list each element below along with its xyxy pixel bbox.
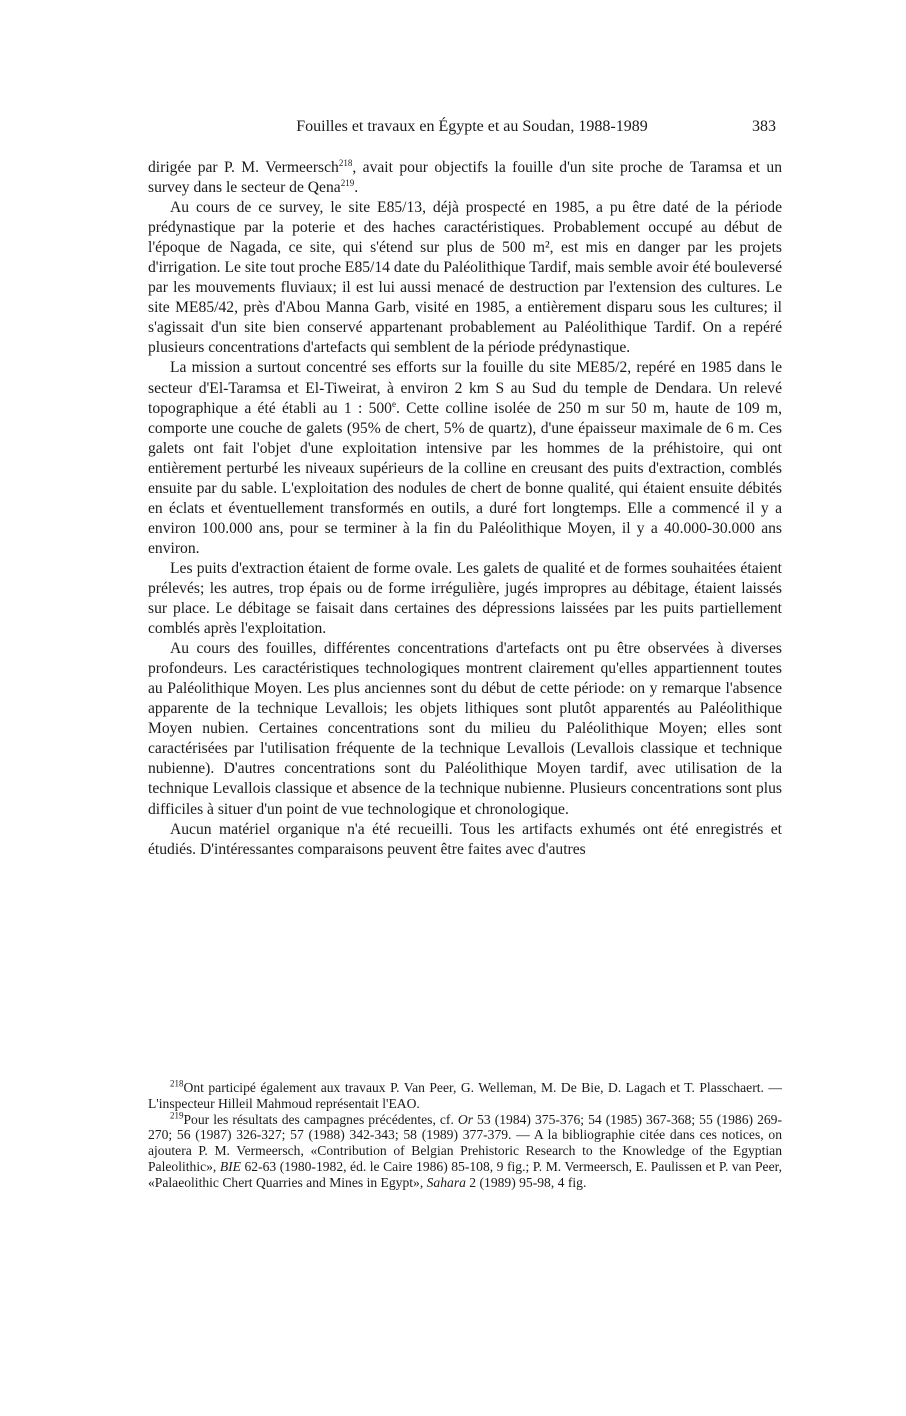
text-run: dirigée par P. M. Vermeersch xyxy=(148,159,339,176)
footnote-marker: 219 xyxy=(340,177,355,188)
footnote-marker: 218 xyxy=(170,1078,184,1089)
paragraph xyxy=(148,198,782,358)
italic-text: Sahara xyxy=(426,1174,466,1190)
text-run: Les puits d'extraction étaient de forme ovale. Les galets de qualité et de formes souhaitées étaient prélevés; les autres, trop épais ou de forme irrégulière, jugés impropres au débitage, étaient laissés sur place. Le débitage se faisait dans certaines des dépressions laissées par les puits partiellement comblés après l'exploitation. xyxy=(148,559,782,638)
paragraph xyxy=(148,158,782,198)
footnote-marker: 219 xyxy=(170,1110,184,1121)
footnote xyxy=(148,1080,782,1112)
text-run: . xyxy=(354,179,359,197)
footnote xyxy=(148,1112,782,1191)
italic-text: Or xyxy=(457,1111,474,1127)
text-run: 53 (1984) 375-376; 54 (1985) 367-368; 55 (1986) 269-270; 56 (1987) 326-327; 57 (1988) 342-343; 58 (1989) 377-379. — A la bibliographie citée dans ces notices, on ajoutera P. M. Vermeersch, «Contribution of Belgian Prehistoric Research to the Knowledge of the Egyptian Paleolithic», xyxy=(148,1111,782,1174)
text-run: 62-63 (1980-1982, éd. le Caire 1986) 85-108, 9 fig.; P. M. Vermeersch, E. Paulissen et P. van Peer, «Palaeolithic Chert Quarries and Mines in Egypt», xyxy=(148,1158,782,1190)
text-run: La mission a surtout concentré ses efforts sur la fouille du site ME85/2, repéré en 1985 dans le secteur d'El-Taramsa et El-Tiweirat, à environ 2 km S au Sud du temple de Dendara. Un relevé topographique a été établi au 1 : 500 xyxy=(148,359,782,417)
footnote-marker: e xyxy=(391,398,396,409)
text-run: Au cours des fouilles, différentes concentrations d'artefacts ont pu être observées à diverses profondeurs. Les caractéristiques technologiques montrent clairement qu'elles appartiennent toutes au Paléolithique Moyen. Les plus anciennes sont du début de cette période: on y remarque l'absence apparente de la technique Levallois; les objets lithiques sont plutôt apparentés au Paléolithique Moyen nubien. Certaines concentrations sont du milieu du Paléolithique Moyen; elles sont caractérisées par l'utilisation fréquente de la technique Levallois (Levallois classique et technique nubienne). D'autres concentrations sont du Paléolithique Moyen tardif, avec utilisation de la technique Levallois classique et absence de la technique nubienne. Plusieurs concentrations sont plus difficiles à situer d'un point de vue technologique et chronologique. xyxy=(148,640,782,818)
text-run: Au cours de ce survey, le site E85/13, déjà prospecté en 1985, a pu être daté de la période prédynastique par la poterie et des haches caractéristiques. Probablement occupé au début de l'époque de Nagada, ce site, qui s'étend sur plus de 500 m², est mis en danger par les projets d'irrigation. Le site tout proche E85/14 date du Paléolithique Tardif, mais semble avoir été bouleversé par les mouvements fluviaux; il est lui aussi menacé de destruction par l'extension des cultures. Le site ME85/42, près d'Abou Manna Garb, visité en 1985, a entièrement disparu sous les cultures; il s'agissait d'un site bien conservé appartenant probablement au Paléolithique Tardif. On a repéré plusieurs concentrations d'artefacts qui semblent de la période prédynastique. xyxy=(148,199,782,357)
paragraph xyxy=(148,559,782,639)
text-run: , avait pour objectifs la fouille d'un site proche de Taramsa et un survey dans le secteur de Qena xyxy=(148,159,782,197)
text-run: Pour les résultats des campagnes précédentes, cf. xyxy=(183,1111,458,1127)
running-head: Fouilles et travaux en Égypte et au Soudan, 1988-1989 xyxy=(296,118,648,135)
page-number: 383 xyxy=(752,118,776,135)
footnotes xyxy=(148,1080,782,1191)
text-run: . Cette colline isolée de 250 m sur 50 m, haute de 109 m, comporte une couche de galets (95% de chert, 5% de quartz), d'une épaisseur maximale de 6 m. Ces galets ont fait l'objet d'une exploitation intensive par les hommes de la préhistoire, qui ont entièrement perturbé les niveaux supérieurs de la colline en creusant des puits d'extraction, comblés ensuite par du sable. L'exploitation des nodules de chert de bonne qualité, qui étaient ensuite débités en éclats et éventuellement transformés en outils, a duré fort longtemps. Elle a commencé il y a environ 100.000 ans, pour se terminer à la fin du Paléolithique Moyen, il y a 40.000-30.000 ans environ. xyxy=(148,399,782,557)
text-run: 2 (1989) 95-98, 4 fig. xyxy=(465,1174,587,1190)
paragraph xyxy=(148,358,782,558)
paragraph xyxy=(148,820,782,860)
text-run: Ont participé également aux travaux P. Van Peer, G. Welleman, M. De Bie, D. Lagach et T. Plasschaert. — L'inspecteur Hilleil Mahmoud représentait l'EAO. xyxy=(148,1080,782,1111)
paragraph xyxy=(148,639,782,819)
italic-text: BIE xyxy=(219,1158,241,1174)
footnote-marker: 218 xyxy=(338,157,353,168)
body-text xyxy=(148,158,782,860)
text-run: Aucun matériel organique n'a été recueilli. Tous les artifacts exhumés ont été enregistrés et étudiés. D'intéressantes comparaisons peuvent être faites avec d'autres xyxy=(148,820,782,858)
